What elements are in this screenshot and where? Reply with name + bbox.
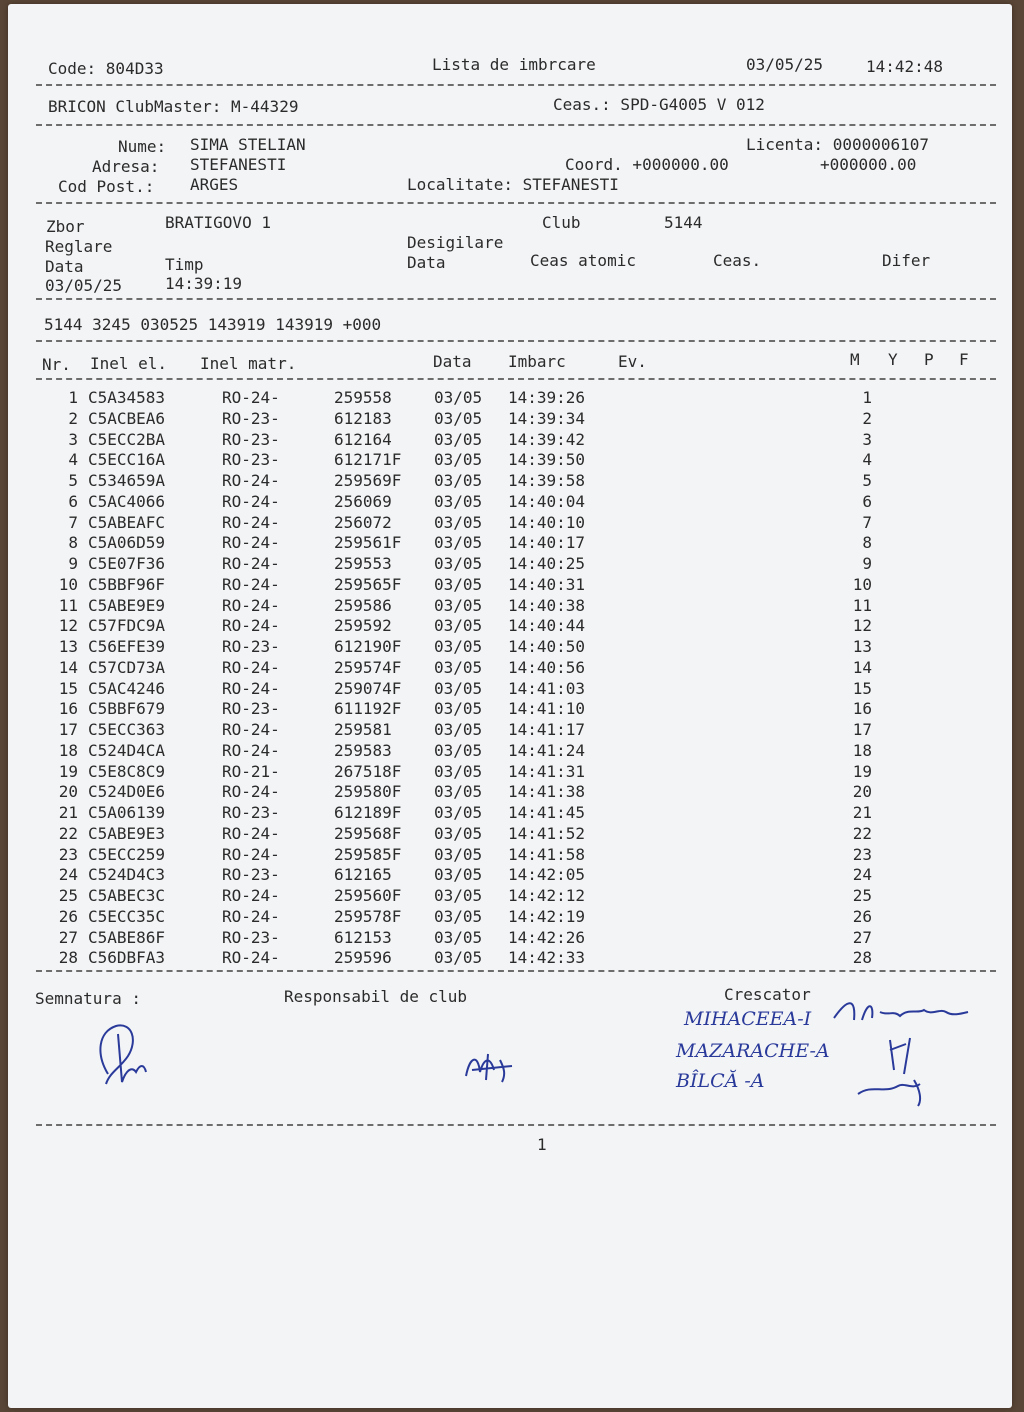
row-ring-series: RO-24- — [222, 948, 280, 968]
row-date: 03/05 — [434, 865, 483, 885]
row-nr: 20 — [58, 782, 78, 802]
table-row — [8, 596, 1012, 616]
row-ring-series: RO-24- — [222, 720, 280, 739]
row-m: 5 — [862, 471, 872, 490]
breeder-label: Crescator — [724, 985, 811, 1004]
row-m: 6 — [862, 491, 872, 511]
table-row — [8, 575, 1012, 595]
row-inel-el: C56DBFA3 — [88, 948, 166, 968]
table-row — [8, 741, 1012, 761]
row-time: 14:40:38 — [508, 595, 586, 615]
row-time: 14:42:19 — [508, 906, 586, 926]
row-time: 14:41:10 — [508, 699, 586, 719]
row-m: 28 — [852, 948, 872, 968]
row-date: 03/05 — [434, 678, 483, 698]
row-time: 14:42:05 — [508, 865, 586, 885]
row-time: 14:39:50 — [508, 450, 586, 470]
row-ring-number: 259560F — [334, 886, 402, 905]
row-nr: 8 — [68, 533, 78, 553]
row-time: 14:41:52 — [508, 823, 586, 843]
table-row — [8, 616, 1012, 636]
row-time: 14:42:33 — [508, 948, 586, 968]
separator — [36, 1124, 996, 1126]
row-inel-el: C5ABE9E9 — [88, 595, 166, 615]
timp-label: Timp — [165, 255, 204, 274]
row-date: 03/05 — [434, 720, 483, 739]
code-label: Code: 804D33 — [48, 59, 164, 78]
row-m: 27 — [852, 927, 872, 947]
row-m: 1 — [862, 388, 872, 407]
row-ring-series: RO-24- — [222, 678, 280, 698]
row-inel-el: C534659A — [88, 471, 166, 490]
row-m: 18 — [852, 740, 872, 760]
row-m: 25 — [852, 886, 872, 905]
separator — [36, 970, 996, 972]
row-m: 14 — [852, 657, 872, 677]
row-time: 14:40:25 — [508, 554, 586, 573]
table-row — [8, 824, 1012, 844]
handwritten-name-2: MAZARACHE-A — [676, 1040, 830, 1062]
locality: Localitate: STEFANESTI — [407, 175, 619, 194]
row-date: 03/05 — [434, 823, 483, 843]
row-inel-el: C5ECC35C — [88, 906, 166, 926]
club-label: Club — [542, 213, 581, 232]
ceas-label: Ceas. — [713, 251, 762, 270]
owner-name: SIMA STELIAN — [190, 135, 306, 154]
row-inel-el: C524D4CA — [88, 740, 166, 760]
row-nr: 21 — [58, 803, 78, 822]
postal-code-label: Cod Post.: — [58, 177, 155, 196]
row-time: 14:41:31 — [508, 761, 586, 781]
row-ring-series: RO-24- — [222, 823, 280, 843]
row-date: 03/05 — [434, 491, 483, 511]
coord-1: Coord. +000000.00 — [565, 155, 729, 174]
row-m: 24 — [852, 865, 872, 885]
table-row — [8, 699, 1012, 719]
row-nr: 7 — [68, 512, 78, 532]
col-y: Y — [888, 350, 898, 369]
row-ring-series: RO-24- — [222, 740, 280, 760]
data2-label: Data — [407, 253, 446, 272]
row-date: 03/05 — [434, 927, 483, 947]
row-ring-number: 259574F — [334, 657, 402, 677]
row-nr: 1 — [68, 388, 78, 407]
table-row — [8, 720, 1012, 740]
table-row — [8, 948, 1012, 968]
row-ring-series: RO-24- — [222, 491, 280, 511]
row-date: 03/05 — [434, 657, 483, 677]
row-ring-series: RO-24- — [222, 844, 280, 864]
row-ring-number: 259561F — [334, 533, 402, 553]
table-row — [8, 450, 1012, 470]
row-date: 03/05 — [434, 803, 483, 822]
row-m: 8 — [862, 533, 872, 553]
separator — [36, 340, 996, 342]
row-m: 13 — [852, 637, 872, 656]
row-ring-number: 612153 — [334, 927, 392, 947]
row-ring-series: RO-24- — [222, 554, 280, 573]
row-time: 14:39:26 — [508, 388, 586, 407]
row-time: 14:39:42 — [508, 429, 586, 449]
row-ring-series: RO-24- — [222, 616, 280, 636]
address-label: Adresa: — [92, 157, 160, 176]
row-time: 14:40:44 — [508, 616, 586, 636]
separator — [36, 202, 996, 204]
signature-scribble — [88, 1014, 158, 1094]
row-ring-number: 259585F — [334, 844, 402, 864]
handwritten-name-3: BÎLCĂ -A — [676, 1070, 765, 1092]
row-ring-number: 259569F — [334, 471, 402, 490]
row-ring-number: 612183 — [334, 408, 392, 428]
row-ring-series: RO-21- — [222, 761, 280, 781]
row-ring-series: RO-24- — [222, 574, 280, 594]
row-date: 03/05 — [434, 471, 483, 490]
row-nr: 11 — [58, 595, 78, 615]
row-ring-series: RO-24- — [222, 782, 280, 802]
row-date: 03/05 — [434, 844, 483, 864]
row-nr: 3 — [68, 429, 78, 449]
row-ring-series: RO-24- — [222, 657, 280, 677]
reglare-date: 03/05/25 — [45, 276, 123, 295]
handwritten-name-1: MIHACEEA-I — [684, 1008, 812, 1030]
row-inel-el: C5BBF679 — [88, 699, 166, 719]
flight-name: BRATIGOVO 1 — [165, 213, 271, 232]
row-ring-number: 259568F — [334, 823, 402, 843]
row-ring-number: 259565F — [334, 574, 402, 594]
row-time: 14:41:45 — [508, 803, 586, 822]
row-nr: 6 — [68, 491, 78, 511]
name-label: Nume: — [118, 137, 167, 156]
clubmaster-id: BRICON ClubMaster: M-44329 — [48, 97, 299, 116]
row-date: 03/05 — [434, 761, 483, 781]
row-m: 20 — [852, 782, 872, 802]
separator — [36, 124, 996, 126]
row-m: 26 — [852, 906, 872, 926]
col-p: P — [924, 350, 934, 369]
owner-address: STEFANESTI — [190, 155, 287, 174]
row-ring-number: 611192F — [334, 699, 402, 719]
row-time: 14:40:31 — [508, 574, 586, 594]
row-inel-el: C5A34583 — [88, 388, 166, 407]
row-m: 22 — [852, 823, 872, 843]
row-m: 3 — [862, 429, 872, 449]
difer-label: Difer — [882, 251, 931, 270]
club-signature-scribble — [460, 1046, 520, 1086]
row-m: 21 — [852, 803, 872, 822]
club-responsible-label: Responsabil de club — [284, 987, 468, 1006]
ceas-atomic-label: Ceas atomic — [530, 251, 636, 270]
row-nr: 28 — [58, 948, 78, 968]
club-number: 5144 — [664, 213, 703, 232]
row-date: 03/05 — [434, 948, 483, 968]
table-row — [8, 471, 1012, 491]
row-date: 03/05 — [434, 512, 483, 532]
table-row — [8, 409, 1012, 429]
row-ring-number: 259592 — [334, 616, 392, 636]
page-number: 1 — [537, 1135, 547, 1154]
table-row — [8, 637, 1012, 657]
row-time: 14:42:26 — [508, 927, 586, 947]
row-ring-series: RO-24- — [222, 533, 280, 553]
summary-line: 5144 3245 030525 143919 143919 +000 — [44, 315, 382, 334]
row-nr: 2 — [68, 408, 78, 428]
row-nr: 18 — [58, 740, 78, 760]
row-time: 14:40:56 — [508, 657, 586, 677]
row-date: 03/05 — [434, 616, 483, 636]
row-ring-series: RO-23- — [222, 637, 280, 656]
row-time: 14:40:17 — [508, 533, 586, 553]
row-date: 03/05 — [434, 782, 483, 802]
row-m: 11 — [852, 595, 872, 615]
col-nr: Nr. — [42, 355, 71, 374]
row-m: 10 — [852, 574, 872, 594]
col-inel-el: Inel el. — [90, 354, 168, 373]
signature-label: Semnatura : — [35, 989, 141, 1008]
row-ring-series: RO-24- — [222, 906, 280, 926]
row-nr: 16 — [58, 699, 78, 719]
col-m: M — [850, 350, 860, 369]
row-ring-number: 612190F — [334, 637, 402, 656]
table-row — [8, 513, 1012, 533]
table-row — [8, 430, 1012, 450]
row-inel-el: C5ECC2BA — [88, 429, 166, 449]
col-inel-matr: Inel matr. — [200, 354, 297, 373]
row-m: 2 — [862, 408, 872, 428]
data-label: Data — [45, 257, 84, 276]
row-inel-el: C5ABE9E3 — [88, 823, 166, 843]
row-time: 14:41:03 — [508, 678, 586, 698]
row-ring-number: 259586 — [334, 595, 392, 615]
row-ring-series: RO-23- — [222, 803, 280, 822]
row-inel-el: C5ECC363 — [88, 720, 166, 739]
row-inel-el: C5ECC16A — [88, 450, 166, 470]
row-time: 14:40:50 — [508, 637, 586, 656]
row-time: 14:40:10 — [508, 512, 586, 532]
row-time: 14:41:58 — [508, 844, 586, 864]
table-row — [8, 762, 1012, 782]
row-ring-series: RO-23- — [222, 865, 280, 885]
row-nr: 10 — [58, 574, 78, 594]
row-date: 03/05 — [434, 388, 483, 407]
col-ev: Ev. — [618, 352, 647, 371]
table-row — [8, 533, 1012, 553]
license: Licenta: 0000006107 — [746, 135, 930, 154]
row-ring-series: RO-24- — [222, 388, 280, 407]
separator — [36, 378, 996, 380]
row-time: 14:41:24 — [508, 740, 586, 760]
row-m: 4 — [862, 450, 872, 470]
row-inel-el: C57FDC9A — [88, 616, 166, 636]
row-nr: 25 — [58, 886, 78, 905]
row-time: 14:41:17 — [508, 720, 586, 739]
row-nr: 14 — [58, 657, 78, 677]
document-title: Lista de imbrcare — [432, 55, 596, 74]
row-inel-el: C524D4C3 — [88, 865, 166, 885]
row-time: 14:39:34 — [508, 408, 586, 428]
table-row — [8, 658, 1012, 678]
row-ring-series: RO-24- — [222, 595, 280, 615]
row-date: 03/05 — [434, 886, 483, 905]
row-inel-el: C5ABEC3C — [88, 886, 166, 905]
row-ring-series: RO-24- — [222, 471, 280, 490]
row-date: 03/05 — [434, 699, 483, 719]
row-inel-el: C56EFE39 — [88, 637, 166, 656]
row-nr: 4 — [68, 450, 78, 470]
row-ring-number: 256069 — [334, 491, 392, 511]
row-inel-el: C5A06D59 — [88, 533, 166, 553]
row-ring-series: RO-23- — [222, 927, 280, 947]
row-ring-series: RO-23- — [222, 429, 280, 449]
row-m: 19 — [852, 761, 872, 781]
row-ring-number: 259578F — [334, 906, 402, 926]
row-ring-number: 259580F — [334, 782, 402, 802]
row-date: 03/05 — [434, 533, 483, 553]
row-nr: 26 — [58, 906, 78, 926]
table-row — [8, 907, 1012, 927]
row-m: 23 — [852, 844, 872, 864]
row-ring-number: 259581 — [334, 720, 392, 739]
clock-id: Ceas.: SPD-G4005 V 012 — [553, 95, 765, 114]
row-m: 12 — [852, 616, 872, 636]
row-m: 9 — [862, 554, 872, 573]
row-date: 03/05 — [434, 429, 483, 449]
reglare-time: 14:39:19 — [165, 274, 243, 293]
row-nr: 5 — [68, 471, 78, 490]
row-inel-el: C5ACBEA6 — [88, 408, 166, 428]
row-ring-number: 612164 — [334, 429, 392, 449]
row-ring-series: RO-23- — [222, 408, 280, 428]
row-ring-number: 256072 — [334, 512, 392, 532]
separator — [36, 84, 996, 86]
row-inel-el: C524D0E6 — [88, 782, 166, 802]
row-date: 03/05 — [434, 740, 483, 760]
table-row — [8, 865, 1012, 885]
row-inel-el: C5AC4246 — [88, 678, 166, 698]
row-ring-series: RO-24- — [222, 886, 280, 905]
table-row — [8, 679, 1012, 699]
row-nr: 17 — [58, 720, 78, 739]
row-inel-el: C5AC4066 — [88, 491, 166, 511]
row-inel-el: C5ECC259 — [88, 844, 166, 864]
row-inel-el: C5A06139 — [88, 803, 166, 822]
row-time: 14:40:04 — [508, 491, 586, 511]
table-row — [8, 803, 1012, 823]
row-m: 16 — [852, 699, 872, 719]
row-time: 14:42:12 — [508, 886, 586, 905]
table-row — [8, 492, 1012, 512]
row-date: 03/05 — [434, 595, 483, 615]
row-nr: 24 — [58, 865, 78, 885]
desigilare-label: Desigilare — [407, 233, 504, 252]
row-m: 15 — [852, 678, 872, 698]
print-date: 03/05/25 — [746, 55, 824, 74]
row-nr: 23 — [58, 844, 78, 864]
row-m: 17 — [852, 720, 872, 739]
row-date: 03/05 — [434, 450, 483, 470]
row-date: 03/05 — [434, 906, 483, 926]
row-ring-number: 259553 — [334, 554, 392, 573]
row-inel-el: C5ABEAFC — [88, 512, 166, 532]
row-time: 14:41:38 — [508, 782, 586, 802]
row-ring-series: RO-24- — [222, 512, 280, 532]
row-ring-number: 612165 — [334, 865, 392, 885]
col-f: F — [959, 350, 969, 369]
row-date: 03/05 — [434, 637, 483, 656]
row-ring-number: 267518F — [334, 761, 402, 781]
row-time: 14:39:58 — [508, 471, 586, 490]
print-time: 14:42:48 — [866, 57, 944, 76]
row-ring-number: 259583 — [334, 740, 392, 760]
row-nr: 15 — [58, 678, 78, 698]
row-date: 03/05 — [434, 408, 483, 428]
row-ring-number: 259558 — [334, 388, 392, 407]
row-date: 03/05 — [434, 554, 483, 573]
row-inel-el: C5E07F36 — [88, 554, 166, 573]
col-data: Data — [433, 352, 472, 371]
row-ring-number: 612171F — [334, 450, 402, 470]
row-nr: 9 — [68, 554, 78, 573]
flight-label: Zbor — [46, 217, 85, 236]
table-row — [8, 928, 1012, 948]
handwritten-initials — [828, 990, 988, 1110]
table-row — [8, 886, 1012, 906]
table-row — [8, 388, 1012, 408]
postal-code: ARGES — [190, 175, 239, 194]
row-nr: 19 — [58, 761, 78, 781]
row-ring-series: RO-23- — [222, 450, 280, 470]
table-row — [8, 782, 1012, 802]
row-ring-series: RO-23- — [222, 699, 280, 719]
row-ring-number: 612189F — [334, 803, 402, 822]
row-date: 03/05 — [434, 574, 483, 594]
row-nr: 27 — [58, 927, 78, 947]
coord-2: +000000.00 — [820, 155, 917, 174]
row-nr: 22 — [58, 823, 78, 843]
row-inel-el: C5ABE86F — [88, 927, 166, 947]
row-ring-number: 259074F — [334, 678, 402, 698]
row-m: 7 — [862, 512, 872, 532]
row-nr: 12 — [58, 616, 78, 636]
row-inel-el: C57CD73A — [88, 657, 166, 677]
row-nr: 13 — [58, 637, 78, 656]
row-inel-el: C5BBF96F — [88, 574, 166, 594]
row-inel-el: C5E8C8C9 — [88, 761, 166, 781]
table-row — [8, 845, 1012, 865]
row-ring-number: 259596 — [334, 948, 392, 968]
separator — [36, 298, 996, 300]
printed-sheet — [8, 4, 1012, 1408]
reglare-label: Reglare — [45, 237, 113, 256]
col-imbarc: Imbarc — [508, 352, 566, 371]
table-row — [8, 554, 1012, 574]
